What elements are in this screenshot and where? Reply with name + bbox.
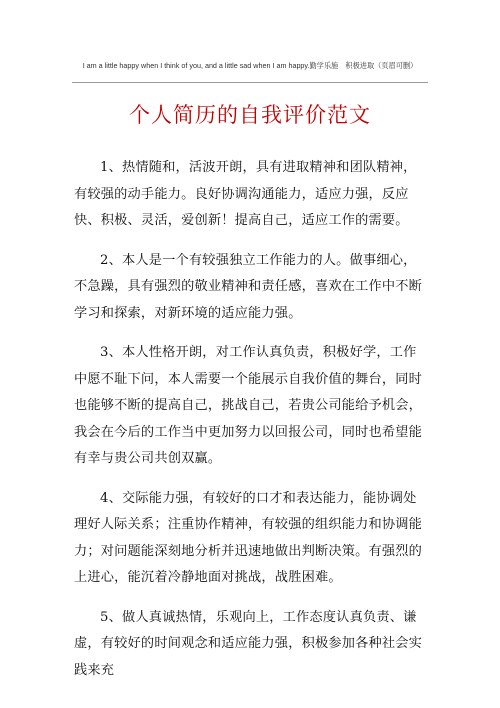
header-divider [72, 82, 428, 83]
paragraph-3: 3、本人性格开朗，对工作认真负责，积极好学，工作中愿不耻下问，本人需要一个能展示自我价值的舞台，同时也能够不断的提高自己，挑战自己，若贵公司能给予机会，我会在今后的工作当中更加努力以回报公司，同时也希望能有幸与贵公司共创双赢。 [74, 345, 423, 466]
document-body [74, 155, 429, 697]
paragraph-5: 5、做人真诚热情，乐观向上，工作态度认真负责、谦虚，有较好的时间观念和适应能力强，积极参加各种社会实践来充 [74, 609, 423, 678]
paragraph-2: 2、本人是一个有较强独立工作能力的人。做事细心，不急躁，具有强烈的敬业精神和责任感，喜欢在工作中不断学习和探索，对新环境的适应能力强。 [74, 252, 423, 321]
paragraph-4: 4、交际能力强，有较好的口才和表达能力，能协调处理好人际关系；注重协作精神，有较强的组织能力和协调能力；对问题能深刻地分析并迅速地做出判断决策。有强烈的上进心，能沉着冷静地面对挑战，战胜困难。 [74, 490, 423, 585]
document-title: 个人简历的自我评价范文 [129, 103, 371, 127]
paragraph-1: 1、热情随和，活波开朗，具有进取精神和团队精神，有较强的动手能力。良好协调沟通能力，适应力强，反应快、积极、灵活，爱创新！提高自己，适应工作的需要。 [74, 160, 417, 228]
page-header: I am a little happy when I think of you, and a little sad when I am happy.勤学乐施 积极进取（页眉可删） [82, 61, 418, 70]
